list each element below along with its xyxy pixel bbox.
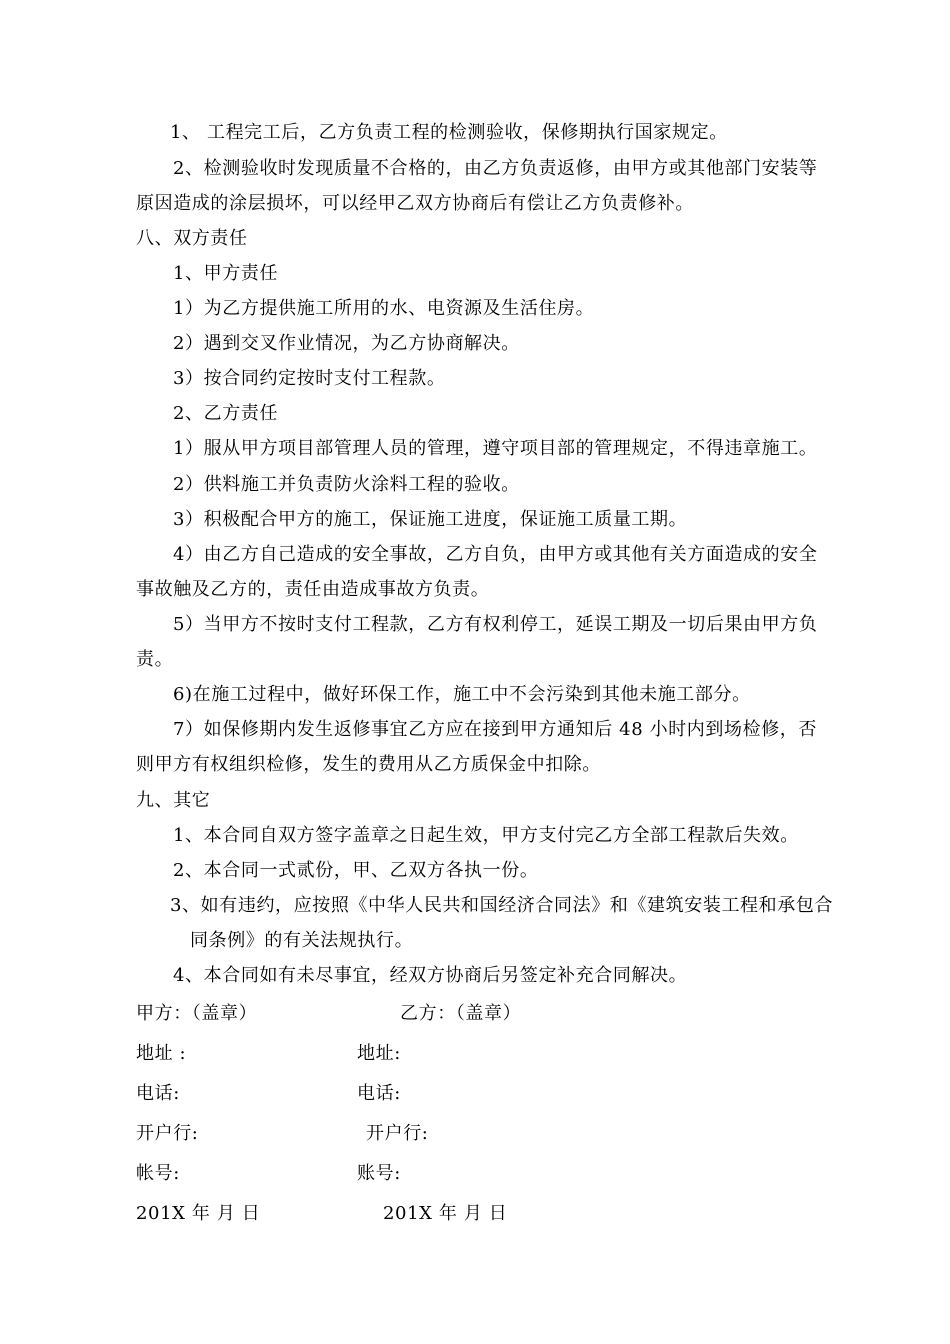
- other-item-1: 1、本合同自双方签字盖章之日起生效，甲方支付完乙方全部工程款后失效。: [173, 825, 799, 846]
- party-b-duty-4: 4）由乙方自己造成的安全事故，乙方自负，由甲方或其他有关方面造成的安全: [173, 544, 818, 565]
- section-heading-8: 八、双方责任: [136, 228, 248, 249]
- subheading-party-a: 1、甲方责任: [173, 263, 279, 284]
- party-a-phone: 电话:: [136, 1083, 180, 1104]
- party-b-duty-7: 7）如保修期内发生返修事宜乙方应在接到甲方通知后 48 小时内到场检修，否: [173, 719, 817, 740]
- other-item-4: 4、本合同如有未尽事宜，经双方协商后另签定补充合同解决。: [173, 965, 688, 986]
- party-b-duty-4-cont: 事故触及乙方的，责任由造成事故方负责。: [136, 579, 490, 600]
- clause-7-item-2-cont: 原因造成的涂层损坏，可以经甲乙双方协商后有偿让乙方负责修补。: [136, 193, 694, 214]
- other-item-3: 3、如有违约，应按照《中华人民共和国经济合同法》和《建筑安装工程和承包合: [170, 895, 834, 916]
- party-b-duty-3: 3）积极配合甲方的施工，保证施工进度，保证施工质量工期。: [173, 509, 688, 530]
- party-a-seal: 甲方：（盖章）: [136, 1003, 258, 1024]
- party-a-bank: 开户行:: [136, 1123, 199, 1144]
- party-a-date: 201X 年 月 日: [136, 1203, 261, 1224]
- clause-7-item-2: 2、检测验收时发现质量不合格的，由乙方负责返修，由甲方或其他部门安装等: [173, 158, 818, 179]
- party-b-phone: 电话:: [357, 1083, 401, 1104]
- party-b-seal: 乙方：（盖章）: [400, 1003, 522, 1024]
- party-b-date: 201X 年 月 日: [383, 1203, 508, 1224]
- party-b-duty-7-cont: 则甲方有权组织检修，发生的费用从乙方质保金中扣除。: [136, 754, 601, 775]
- party-b-duty-5-cont: 责。: [136, 649, 174, 670]
- party-a-account: 帐号:: [136, 1163, 180, 1184]
- party-a-duty-3: 3）按合同约定按时支付工程款。: [173, 368, 446, 389]
- party-b-duty-5: 5）当甲方不按时支付工程款，乙方有权利停工，延误工期及一切后果由甲方负: [173, 614, 818, 635]
- party-b-duty-1: 1）服从甲方项目部管理人员的管理，遵守项目部的管理规定，不得违章施工。: [173, 438, 818, 459]
- subheading-party-b: 2、乙方责任: [173, 403, 279, 424]
- other-item-2: 2、本合同一式贰份，甲、乙双方各执一份。: [173, 860, 539, 881]
- clause-7-item-1: 1、 工程完工后，乙方负责工程的检测验收，保修期执行国家规定。: [170, 122, 728, 143]
- party-a-duty-1: 1）为乙方提供施工所用的水、电资源及生活住房。: [173, 298, 595, 319]
- party-b-duty-6: 6)在施工过程中，做好环保工作，施工中不会污染到其他未施工部分。: [173, 684, 751, 705]
- party-a-address: 地址 :: [136, 1043, 187, 1064]
- other-item-3-cont: 同条例》的有关法规执行。: [190, 930, 414, 951]
- party-b-address: 地址:: [357, 1043, 401, 1064]
- party-b-account: 账号:: [357, 1163, 401, 1184]
- section-heading-9: 九、其它: [136, 790, 211, 811]
- party-b-duty-2: 2）供料施工并负责防火涂料工程的验收。: [173, 474, 520, 495]
- party-b-bank: 开户行:: [366, 1123, 429, 1144]
- party-a-duty-2: 2）遇到交叉作业情况，为乙方协商解决。: [173, 333, 520, 354]
